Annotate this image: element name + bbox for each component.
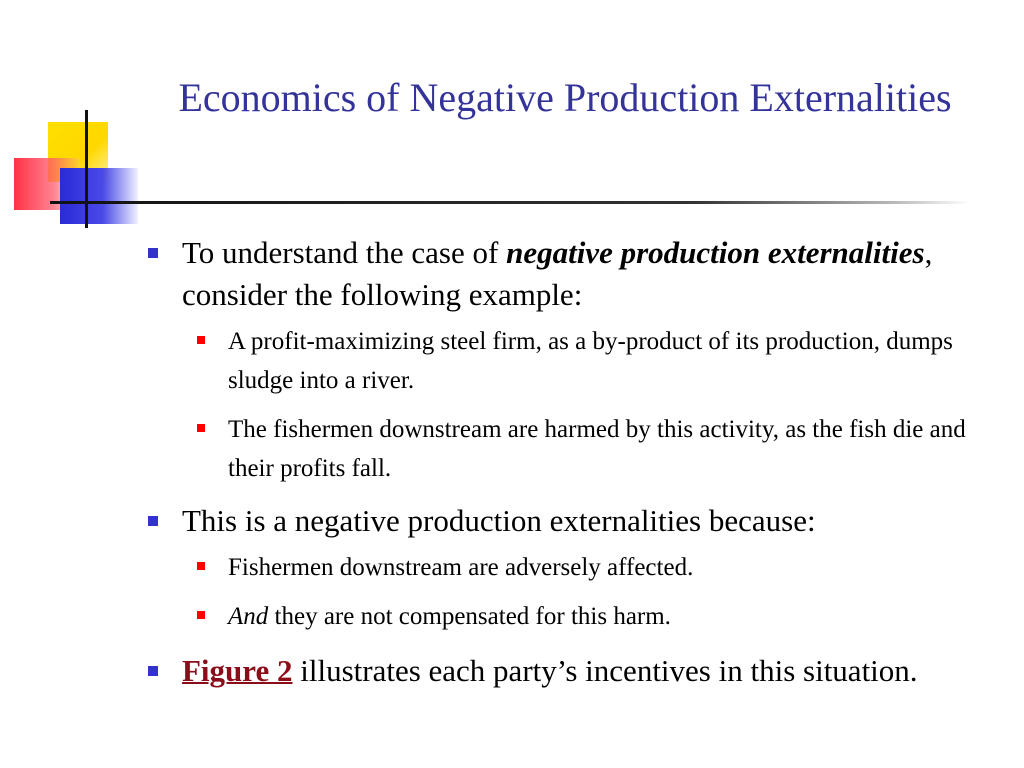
sub-bullet-adversely-affected <box>140 548 1000 587</box>
blue-square <box>60 168 138 224</box>
slide-title: Economics of Negative Production Externalities <box>178 75 952 120</box>
decorative-squares-logo <box>0 0 140 230</box>
blue-square-bullet-icon <box>148 666 158 676</box>
bullet-text: This is a negative production externalities because: <box>182 503 816 538</box>
vertical-rule <box>85 110 88 228</box>
blue-square-bullet-icon <box>148 516 158 526</box>
red-square-bullet-icon <box>197 562 205 570</box>
sub-bullet-steel-firm <box>140 322 1000 400</box>
bullet-text-intro: To understand the case of <box>182 235 507 270</box>
red-square-bullet-icon <box>197 611 205 619</box>
sub-bullet-text: they are not compensated for this harm. <box>268 603 671 630</box>
figure-2-link[interactable]: Figure 2 <box>182 653 293 688</box>
sub-bullet-text: A profit-maximizing steel firm, as a by-product of its production, dumps sludge into a river. <box>228 328 953 394</box>
bullet-negative-externality-reason <box>140 500 1000 542</box>
red-square-bullet-icon <box>197 424 205 432</box>
sub-bullet-italic-word: And <box>228 603 269 630</box>
bullet-figure-reference <box>140 650 1000 692</box>
sub-bullet-not-compensated <box>140 597 1000 636</box>
title-divider <box>50 201 970 204</box>
bullet-text-continuation: , consider the following example: <box>182 235 933 312</box>
bullet-text-emphasis: negative production externalities <box>506 235 925 270</box>
sub-bullet-fishermen-harmed <box>140 410 1000 488</box>
blue-square-bullet-icon <box>148 248 158 258</box>
slide-body <box>140 232 1000 698</box>
sub-bullet-text: Fishermen downstream are adversely affected. <box>228 554 694 581</box>
bullet-text: illustrates each party’s incentives in this situation. <box>292 653 918 688</box>
bullet-understand-case <box>140 232 1000 316</box>
sub-bullet-text: The fishermen downstream are harmed by this activity, as the fish die and their profits fall. <box>228 416 966 482</box>
red-square-bullet-icon <box>197 336 205 344</box>
